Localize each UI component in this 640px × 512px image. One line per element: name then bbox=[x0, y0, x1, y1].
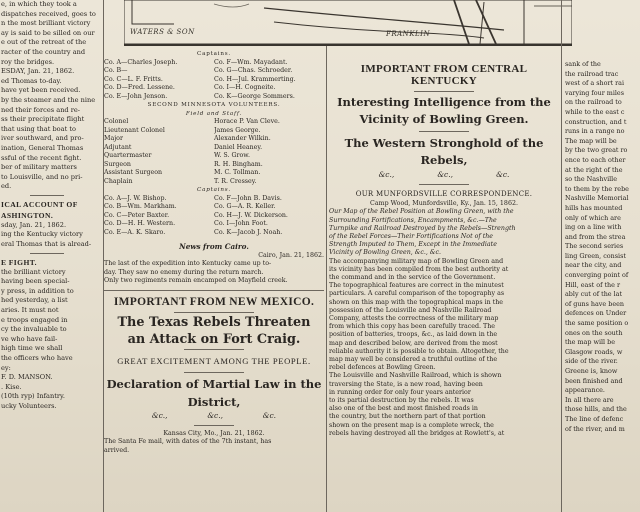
text-line: ling Green, consist bbox=[565, 251, 626, 260]
etc-2: &c., bbox=[437, 170, 454, 179]
text-line: Camp Wood, Munfordsville, Ky., Jan. 15, 1862. bbox=[370, 200, 518, 208]
etc-3: &c. bbox=[496, 170, 510, 179]
text-line: from which this copy has been carefully traced. The bbox=[329, 323, 496, 331]
divider bbox=[184, 349, 244, 350]
text-line: map and described below, are derived from the most bbox=[329, 339, 498, 347]
roster-entry: Co. B— bbox=[104, 67, 128, 74]
text-line: n the most brilliant victory bbox=[1, 19, 91, 28]
text-line: near the city, and bbox=[565, 261, 622, 270]
text-line: In all there are bbox=[565, 395, 614, 404]
text-line: ably cut of the lat bbox=[565, 290, 623, 299]
left-text-bottom bbox=[0, 268, 101, 412]
map-drawing bbox=[124, 0, 572, 44]
text-line: ing on a line with bbox=[565, 223, 622, 232]
text-line: the command and in the service of the Government. bbox=[329, 274, 496, 282]
text-line: ssful of the recent fight. bbox=[1, 153, 82, 162]
captain-entry: Co. F—John B. Davis. bbox=[214, 194, 282, 202]
text-line: the same position o bbox=[565, 319, 629, 328]
text-line: The map will be bbox=[565, 136, 617, 145]
roster-entry: Co. K—George Sommers. bbox=[214, 92, 295, 100]
text-line: defences on Under bbox=[565, 309, 627, 318]
text-line: the railroad trac bbox=[565, 69, 619, 78]
text-line: at the right of the bbox=[565, 165, 623, 174]
text-line: day. They saw no enemy during the return march. bbox=[104, 268, 264, 276]
stronghold-heading-1: The Western Stronghold of the bbox=[344, 136, 544, 150]
text-line: ence to each other bbox=[565, 155, 626, 164]
divider bbox=[414, 91, 474, 92]
text-line: construction, and t bbox=[565, 117, 627, 126]
text-line: eral Thomas that is alread- bbox=[1, 240, 92, 249]
text-line: of guns have been bbox=[565, 299, 624, 308]
text-line: its vicinity has been compiled from the best authority at bbox=[329, 265, 509, 273]
left-heading-2: E FIGHT. bbox=[1, 257, 37, 267]
text-line: y press, in addition to bbox=[1, 286, 74, 295]
text-line: of the river, and m bbox=[565, 424, 625, 433]
roster-entry: Co. H—Jul. Krammerting. bbox=[214, 75, 296, 83]
staff-name: Alexander Wilkin. bbox=[214, 135, 271, 142]
divider bbox=[30, 195, 64, 196]
text-line: traversing the State, is a new road, having been bbox=[329, 380, 483, 388]
staff-list bbox=[104, 118, 324, 186]
far-right-text bbox=[563, 60, 640, 434]
intel-heading-1: Interesting Intelligence from the bbox=[337, 95, 551, 109]
left-text-top bbox=[0, 0, 101, 192]
text-line: shown on this map with the topographical maps in the bbox=[329, 298, 503, 306]
captains-list bbox=[104, 195, 324, 238]
captain-entry: Co. D—H. H. Western. bbox=[104, 220, 176, 227]
divider bbox=[194, 425, 234, 426]
roster-entry: Co. E—John Jenson. bbox=[104, 92, 168, 100]
kentucky-heading: IMPORTANT FROM CENTRAL KENTUCKY bbox=[360, 63, 528, 87]
left-heading-1: ICAL ACCOUNT OF bbox=[1, 199, 78, 209]
text-line: by the steamer and the nine bbox=[1, 95, 96, 104]
far-right-column bbox=[563, 60, 640, 512]
etc-3: &c. bbox=[262, 410, 277, 420]
text-line: map may well be considered a truthful outline of the bbox=[329, 356, 498, 364]
roster-entry: Co. I—H. Cogneite. bbox=[214, 84, 276, 91]
captains-title: Captains. bbox=[196, 187, 232, 193]
staff-name: R. H. Bingham. bbox=[214, 160, 263, 168]
text-line: in running order for only four years anterior bbox=[329, 388, 471, 396]
text-line: Glasgow roads, w bbox=[565, 347, 623, 356]
text-line: racter of the country and bbox=[1, 47, 86, 56]
staff-name: James George. bbox=[214, 126, 261, 134]
text-line: arrived. bbox=[104, 446, 130, 454]
text-line: been finished and bbox=[565, 376, 623, 385]
captain-entry: Co. A—J. W. Bishop. bbox=[104, 194, 167, 202]
correspondence-heading: OUR MUNFORDSVILLE CORRESPONDENCE. bbox=[355, 190, 533, 198]
roster-top-right bbox=[214, 59, 324, 102]
text-line: ESDAY, Jan. 21, 1862. bbox=[1, 67, 75, 76]
text-line: high time we shall bbox=[1, 344, 63, 353]
roster-entry: Co. C—L. F. Fritts. bbox=[104, 75, 163, 83]
texas-heading-1: The Texas Rebels Threaten bbox=[117, 314, 311, 330]
staff-rank: Lieutenant Colonel bbox=[104, 126, 165, 134]
roster-entry: Co. G—Chas. Schroeder. bbox=[214, 67, 293, 74]
left-heading-1b: ASHINGTON. bbox=[1, 210, 54, 220]
text-line: rebel defences at Bowling Green. bbox=[329, 364, 436, 372]
staff-rank: Adjutant bbox=[104, 143, 132, 151]
divider bbox=[174, 312, 254, 313]
texas-heading-2: an Attack on Fort Craig. bbox=[127, 331, 301, 347]
text-line: the officers who have bbox=[1, 354, 73, 362]
text-line: those hills, and the bbox=[565, 405, 627, 414]
staff-name: Daniel Heaney. bbox=[214, 143, 263, 151]
text-line: only of which are bbox=[565, 213, 621, 222]
captain-entry: Co. B—Wm. Markham. bbox=[104, 203, 177, 210]
text-line: hills has mounted bbox=[565, 203, 623, 212]
staff-rank: Assistant Surgeon bbox=[104, 169, 163, 176]
text-line: ing the Kentucky victory bbox=[1, 230, 83, 239]
text-line: e out of the retreat of the bbox=[1, 38, 87, 47]
roster-top bbox=[104, 59, 324, 102]
text-line: side of the river. bbox=[565, 357, 618, 366]
text-line: sday, Jan. 21, 1862. bbox=[1, 220, 67, 229]
staff-rank: Major bbox=[104, 135, 123, 142]
etcetera-line bbox=[104, 411, 324, 420]
text-line: Company, attests the correctness of the military map bbox=[329, 315, 499, 323]
text-line: to Louisville, and no pri- bbox=[1, 172, 83, 181]
stronghold-heading-2: Rebels, bbox=[420, 153, 468, 167]
captain-entry: Co. G—A. R. Keller. bbox=[214, 203, 276, 210]
staff-name: M. C. Tollman. bbox=[214, 169, 261, 176]
text-line: The topographical features are correct in the minutest bbox=[329, 282, 504, 290]
text-line: (10th ryp) Infantry. bbox=[1, 392, 65, 401]
left-column bbox=[0, 0, 101, 512]
text-line: e troops engaged in bbox=[1, 315, 68, 324]
martial-law-heading-2: District, bbox=[187, 394, 241, 409]
text-line: roy the bridges. bbox=[1, 57, 55, 66]
roster-entry: Co. D—Fred. Lessene. bbox=[104, 84, 175, 91]
text-line: iver southward, and pro- bbox=[1, 134, 84, 143]
roster-entry: Co. F—Wm. Mayadant. bbox=[214, 58, 288, 66]
text-line: shown on the present map is a complete wreck, the bbox=[329, 421, 494, 429]
text-line: to its partial destruction by the rebels. It was bbox=[329, 397, 474, 405]
text-line: by the two great ro bbox=[565, 146, 628, 155]
column-rule bbox=[561, 0, 562, 512]
text-line: converging point of bbox=[565, 271, 629, 280]
text-line: ber of military matters bbox=[1, 163, 77, 172]
text-line: that using that boat to bbox=[1, 124, 76, 133]
text-line: The second series bbox=[565, 242, 624, 251]
text-line: e, in which they took a bbox=[1, 0, 77, 8]
intel-heading-2: Vicinity of Bowling Green. bbox=[359, 112, 529, 126]
text-line: ed. bbox=[1, 182, 12, 191]
divider bbox=[419, 131, 469, 132]
roster-top-left bbox=[104, 59, 214, 102]
text-line: ve who have fail- bbox=[1, 334, 58, 343]
text-line: Turnpike and Railroad Destroyed by the Rebels—Strength bbox=[329, 224, 516, 232]
text-line: The accompanying military map of Bowling Green and bbox=[329, 257, 504, 265]
martial-law-heading-1: Declaration of Martial Law in the bbox=[106, 376, 322, 391]
new-mexico-heading: IMPORTANT FROM NEW MEXICO. bbox=[113, 295, 315, 308]
divider bbox=[104, 290, 324, 291]
text-line: Only two regiments remain encamped on Mayfield creek. bbox=[104, 277, 288, 284]
staff-name: T. R. Cressey. bbox=[214, 177, 257, 185]
text-line: ay is said to be silled on our bbox=[1, 28, 95, 37]
etc-1: &c., bbox=[151, 410, 168, 420]
text-line: particulars. A careful comparison of the topography as bbox=[329, 290, 505, 298]
staff-rank: Colonel bbox=[104, 118, 129, 125]
text-line: varying four miles bbox=[565, 88, 624, 97]
text-line: rebels having destroyed all the bridges at Rowlett's, at bbox=[329, 429, 505, 437]
captains-right bbox=[214, 195, 324, 238]
captain-entry: Co. H—J. W. Dickerson. bbox=[214, 211, 288, 219]
text-line: ucky Volunteers. bbox=[1, 401, 57, 410]
column-rule bbox=[326, 46, 327, 512]
text-line: Greene is, know bbox=[565, 367, 618, 375]
staff-name: W. S. Grow. bbox=[214, 152, 250, 159]
map-label-right: FRANKLIN bbox=[386, 30, 431, 38]
text-line: ones on the south bbox=[565, 328, 623, 337]
staff-right bbox=[214, 118, 324, 186]
text-line: The Louisville and Nashville Railroad, which is shown bbox=[329, 372, 502, 380]
kentucky-column bbox=[329, 50, 559, 512]
captain-entry: Co. E—A. K. Skaro. bbox=[104, 228, 166, 236]
text-line: The Santa Fe mail, with dates of the 7th instant, has bbox=[104, 438, 272, 445]
captains-left bbox=[104, 195, 214, 238]
captain-entry: Co. C—Peter Baxter. bbox=[104, 211, 170, 219]
text-line: the country, but the northern part of that portion bbox=[329, 413, 486, 421]
text-line: also one of the best and most finished roads in bbox=[329, 405, 478, 413]
text-line: possession of the Louisville and Nashville Railroad bbox=[329, 306, 492, 314]
divider bbox=[419, 184, 469, 185]
text-line: . Kise. bbox=[1, 382, 22, 391]
map-illustration bbox=[124, 0, 572, 46]
staff-rank: Chaplain bbox=[104, 177, 133, 185]
etc-2: &c., bbox=[207, 410, 223, 420]
captain-entry: Co. K—Jacob J. Noah. bbox=[214, 228, 283, 236]
staff-name: Horace P. Van Cleve. bbox=[214, 118, 280, 125]
staff-rank: Surgeon bbox=[104, 160, 131, 168]
text-line: hed yesterday, a list bbox=[1, 296, 68, 305]
text-line: Vicinity of Bowling Green, &c., &c. bbox=[329, 249, 442, 257]
text-line: Our Map of the Rebel Position at Bowling Green, with the bbox=[329, 208, 514, 216]
text-line: ss their precipitate flight bbox=[1, 115, 85, 124]
text-line: ned their forces and re- bbox=[1, 105, 81, 114]
etc-1: &c., bbox=[378, 170, 395, 179]
text-line: have yet been received. bbox=[1, 86, 81, 95]
text-line: Kansas City, Mo., Jan. 21, 1862. bbox=[163, 429, 265, 437]
divider bbox=[30, 253, 64, 254]
kentucky-article-text bbox=[329, 200, 559, 438]
text-line: Strength Imputed to Them, Except in the Immediate bbox=[329, 241, 497, 249]
text-line: aries. It must not bbox=[1, 306, 59, 315]
text-line: ination, General Thomas bbox=[1, 143, 84, 152]
text-line: The line of defenc bbox=[565, 414, 624, 423]
text-line: The last of the expedition into Kentucky came up to- bbox=[104, 260, 272, 267]
text-line: on the railroad to bbox=[565, 98, 622, 107]
text-line: having been special- bbox=[1, 277, 70, 286]
staff-title: Field and Staff. bbox=[185, 110, 243, 117]
staff-left bbox=[104, 118, 214, 186]
left-text-mid bbox=[0, 221, 101, 250]
cairo-text bbox=[104, 252, 324, 286]
text-line: Surrounding Fortifications, Encampments, &c.—The bbox=[329, 216, 497, 224]
text-line: Hill, east of the r bbox=[565, 280, 621, 289]
regiment-title: SECOND MINNESOTA VOLUNTEERS. bbox=[147, 102, 281, 108]
middle-column bbox=[104, 50, 324, 512]
cairo-heading: News from Cairo. bbox=[179, 243, 249, 251]
text-line: Nashville Memorial bbox=[565, 194, 629, 203]
text-line: sank of the bbox=[565, 60, 601, 68]
etcetera-line bbox=[329, 170, 559, 179]
text-line: while to the east c bbox=[565, 107, 625, 116]
text-line: runs in a range no bbox=[565, 127, 625, 136]
kansas-city-text bbox=[104, 430, 324, 456]
map-label-left: WATERS & SON bbox=[130, 28, 195, 36]
text-line: the brilliant victory bbox=[1, 267, 66, 276]
text-line: F. D. MANSON. bbox=[1, 373, 53, 382]
excitement-heading: GREAT EXCITEMENT AMONG THE PEOPLE. bbox=[117, 355, 311, 366]
captain-entry: Co. I—John Foot. bbox=[214, 220, 268, 227]
roster-entry: Co. A—Charles Joseph. bbox=[104, 58, 178, 66]
text-line: cy the invaluable to bbox=[1, 325, 67, 334]
text-line: reliable authority it is possible to obtain. Altogether, the bbox=[329, 347, 509, 355]
text-line: of the Rebel Forces—Their Fortifications Not of the bbox=[329, 233, 494, 241]
text-line: position of batteries, troops, &c., as laid down in the bbox=[329, 331, 498, 339]
text-line: so the Nashville bbox=[565, 175, 617, 184]
roster-top-title: Captains. bbox=[196, 51, 232, 57]
text-line: appearance. bbox=[565, 386, 605, 395]
text-line: and from the strea bbox=[565, 232, 626, 241]
text-line: ed Thomas to-day. bbox=[1, 76, 62, 85]
text-line: to them by the rebe bbox=[565, 184, 629, 193]
text-line: ey: bbox=[1, 363, 11, 372]
divider bbox=[184, 372, 244, 373]
text-line: dispatches received, goes to bbox=[1, 9, 96, 18]
text-line: Cairo, Jan. 21, 1862. bbox=[258, 251, 324, 259]
text-line: the map will be bbox=[565, 338, 615, 347]
text-line: west of a short rai bbox=[565, 79, 625, 88]
staff-rank: Quartermaster bbox=[104, 152, 152, 159]
